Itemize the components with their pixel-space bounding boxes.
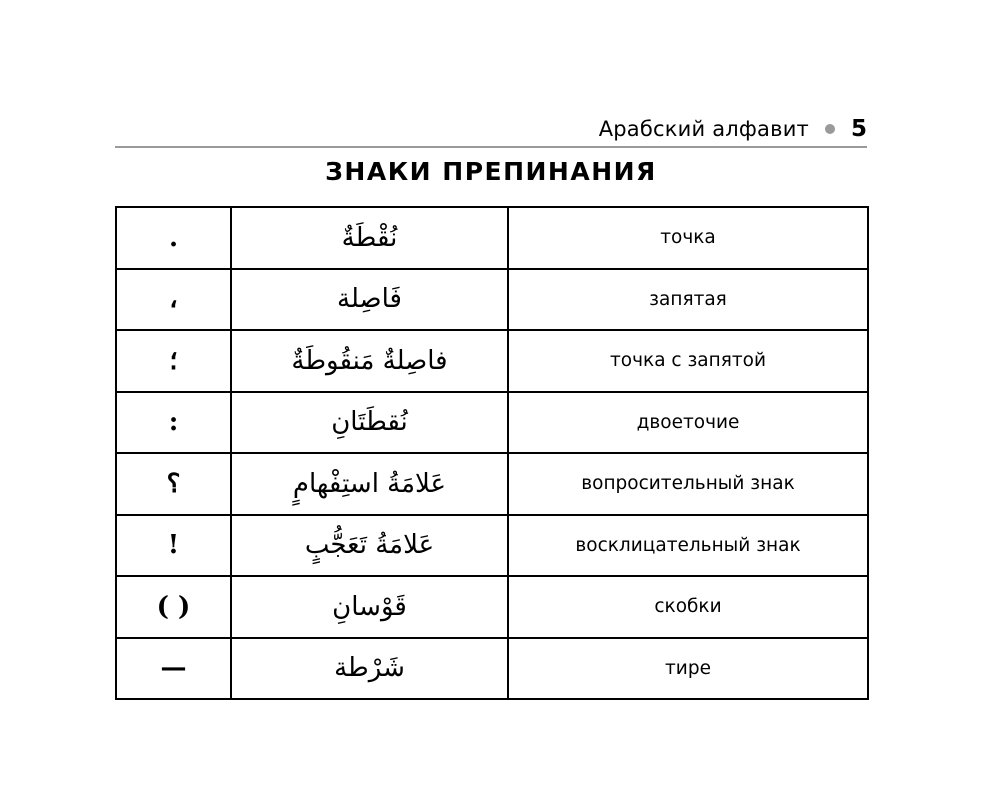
running-header bbox=[115, 114, 867, 148]
table-row bbox=[116, 638, 868, 700]
russian-name: запятая bbox=[508, 269, 868, 331]
page-number: 5 bbox=[850, 116, 867, 142]
russian-name: тире bbox=[508, 638, 868, 700]
table-row bbox=[116, 269, 868, 331]
punctuation-sign: : bbox=[116, 392, 231, 454]
table-row bbox=[116, 576, 868, 638]
arabic-name: فَاصِلة bbox=[231, 269, 508, 331]
arabic-name: شَرْطة bbox=[231, 638, 508, 700]
punctuation-sign: — bbox=[116, 638, 231, 700]
table-row bbox=[116, 515, 868, 577]
russian-name: двоеточие bbox=[508, 392, 868, 454]
punctuation-sign: . bbox=[116, 207, 231, 269]
punctuation-sign: ؟ bbox=[116, 453, 231, 515]
arabic-name: عَلامَةُ تَعَجُّبٍ bbox=[231, 515, 508, 577]
table-row bbox=[116, 453, 868, 515]
arabic-name: نُقْطَةٌ bbox=[231, 207, 508, 269]
punctuation-sign: ؛ bbox=[116, 330, 231, 392]
arabic-name: قَوْسانِ bbox=[231, 576, 508, 638]
punctuation-sign: ! bbox=[116, 515, 231, 577]
section-name: Арабский алфавит bbox=[598, 117, 809, 141]
table-row bbox=[116, 207, 868, 269]
arabic-name: عَلامَةُ استِفْهامٍ bbox=[231, 453, 508, 515]
punctuation-sign: ، bbox=[116, 269, 231, 331]
russian-name: вопросительный знак bbox=[508, 453, 868, 515]
table-row bbox=[116, 330, 868, 392]
arabic-name: نُقطَتَانِ bbox=[231, 392, 508, 454]
punctuation-sign: ( ) bbox=[116, 576, 231, 638]
arabic-name: فاصِلةٌ مَنقُوطَةٌ bbox=[231, 330, 508, 392]
page-title: ЗНАКИ ПРЕПИНАНИЯ bbox=[325, 157, 657, 186]
russian-name: точка с запятой bbox=[508, 330, 868, 392]
table-row bbox=[116, 392, 868, 454]
bullet-icon bbox=[825, 124, 835, 134]
punctuation-table bbox=[115, 206, 869, 700]
russian-name: точка bbox=[508, 207, 868, 269]
header-right bbox=[599, 116, 867, 142]
russian-name: восклицательный знак bbox=[508, 515, 868, 577]
russian-name: скобки bbox=[508, 576, 868, 638]
